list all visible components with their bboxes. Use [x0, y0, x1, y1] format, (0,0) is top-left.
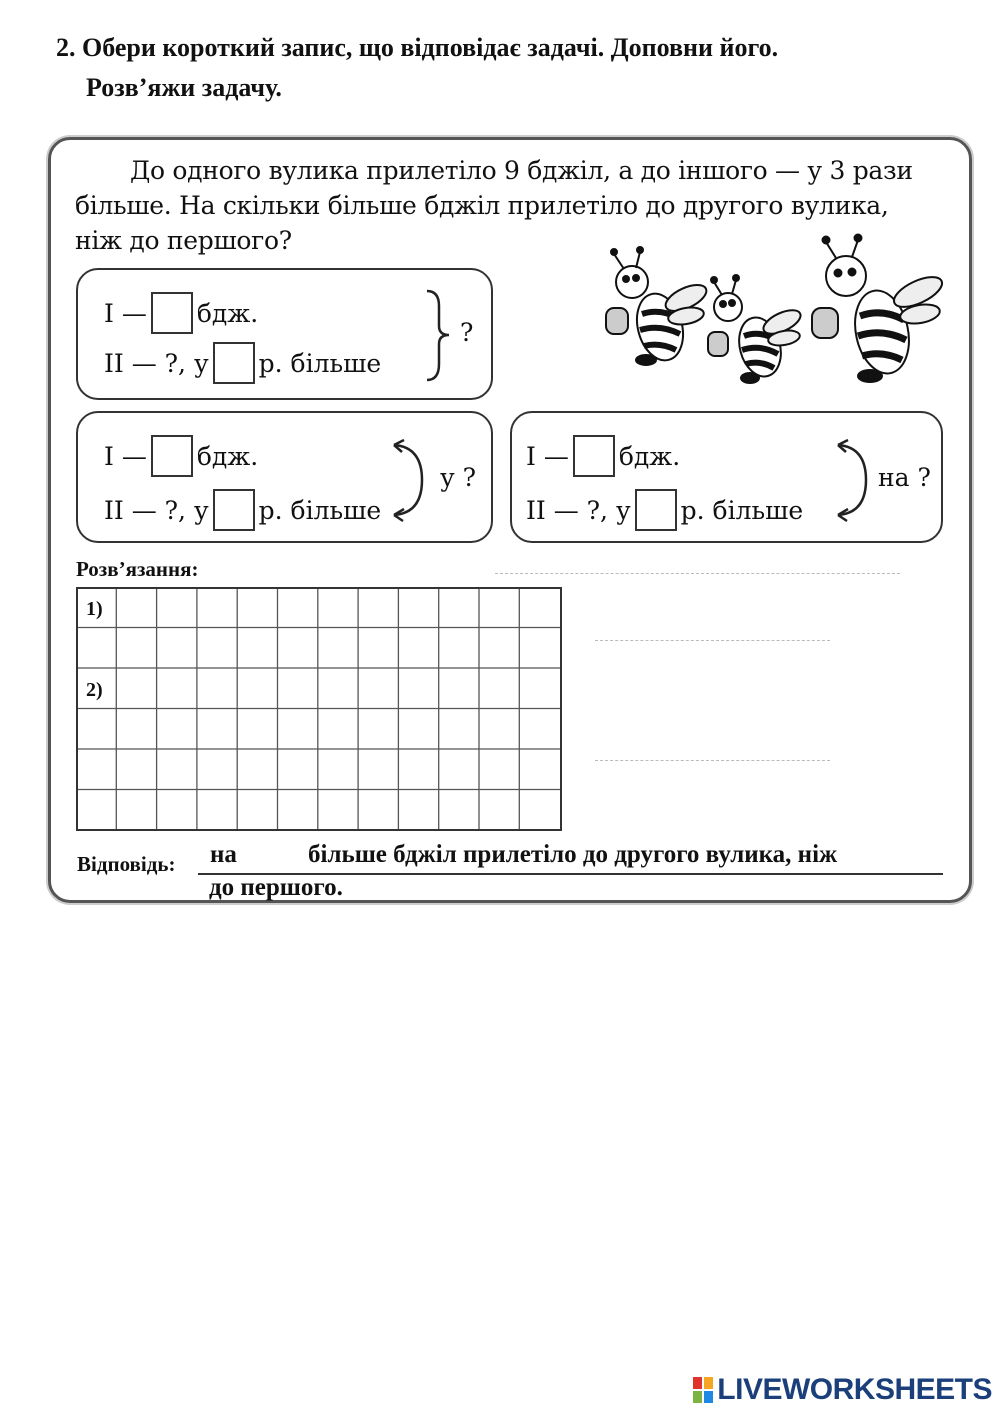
answer-word-na: на	[210, 841, 237, 868]
task-title-line2: Розв’яжи задачу.	[86, 73, 282, 102]
dashed-line	[495, 573, 900, 574]
option-1-row1-prefix: I —	[104, 298, 147, 328]
option-1-question: ?	[460, 318, 474, 347]
liveworksheets-logo	[693, 1373, 992, 1407]
solution-grid[interactable]	[76, 587, 562, 831]
option-2-row2-suffix: р. більше	[258, 495, 382, 525]
option-2-box[interactable]	[76, 411, 493, 543]
option-1-row2-input[interactable]	[213, 342, 255, 384]
option-1-row1-input[interactable]	[151, 292, 193, 334]
option-1-box[interactable]	[76, 268, 493, 400]
option-2-question: у ?	[440, 463, 477, 492]
option-3-row1-prefix: I —	[526, 441, 569, 471]
step-2-label: 2)	[86, 679, 103, 701]
answer-label: Відповідь:	[77, 852, 176, 876]
option-3-row1-input[interactable]	[573, 435, 615, 477]
step-1-label: 1)	[86, 598, 103, 620]
option-2-row2-input[interactable]	[213, 489, 255, 531]
bee-1-icon	[606, 247, 710, 366]
option-2-row2-prefix: II — ?, у	[104, 495, 209, 525]
option-3-question: на ?	[878, 463, 931, 492]
problem-line1: До одного вулика прилетіло 9 бджіл, а до іншого — у 3 рази	[130, 156, 913, 185]
option-2-row1-prefix: I —	[104, 441, 147, 471]
option-1-row2-prefix: II — ?, у	[104, 348, 209, 378]
logo-text: LIVEWORKSHEETS	[717, 1373, 992, 1406]
option-3-row2-prefix: II — ?, у	[526, 495, 631, 525]
option-2-row1-input[interactable]	[151, 435, 193, 477]
problem-line2: більше. На скільки більше бджіл прилетіло до другого вулика,	[75, 191, 889, 220]
option-2-row1-suffix: бдж.	[196, 441, 259, 471]
problem-line3: ніж до першого?	[75, 226, 292, 255]
task-title-line1: 2. Обери короткий запис, що відповідає задачі. Доповни його.	[56, 33, 779, 62]
option-3-row2-suffix: р. більше	[680, 495, 804, 525]
answer-text-line2: до першого.	[209, 874, 343, 901]
option-3-row1-suffix: бдж.	[618, 441, 681, 471]
logo-icon	[693, 1377, 713, 1403]
curly-brace-icon	[423, 288, 453, 383]
curved-arrow-icon	[822, 435, 882, 525]
dashed-line	[595, 760, 830, 761]
option-1-row1-suffix: бдж.	[196, 298, 259, 328]
bee-3-icon	[812, 235, 945, 383]
bee-2-icon	[708, 275, 804, 383]
option-3-box[interactable]	[510, 411, 943, 543]
curved-arrow-icon	[378, 435, 438, 525]
task-title	[56, 28, 778, 108]
bees-illustration	[600, 232, 945, 397]
answer-text-rest: більше бджіл прилетіло до другого вулика, ніж	[308, 841, 838, 868]
option-3-row2-input[interactable]	[635, 489, 677, 531]
solution-label: Розв’язання:	[76, 557, 199, 581]
dashed-line	[595, 640, 830, 641]
option-1-row2-suffix: р. більше	[258, 348, 382, 378]
